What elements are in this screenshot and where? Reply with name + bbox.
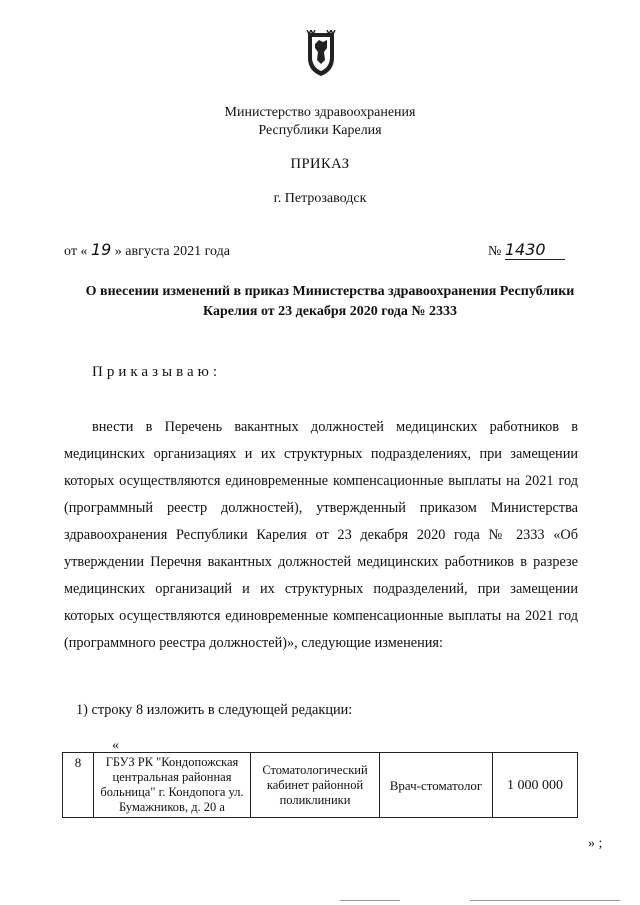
document-type: ПРИКАЗ bbox=[290, 156, 350, 172]
date-day: 19 bbox=[90, 240, 112, 259]
cell-amount: 1 000 000 bbox=[493, 753, 578, 818]
unit-line-3: поликлиники bbox=[279, 792, 351, 807]
cell-unit bbox=[251, 753, 380, 818]
ministry-name bbox=[0, 104, 640, 140]
unit-line-1: Стоматологический bbox=[262, 762, 368, 777]
date-suffix: » августа 2021 года bbox=[114, 244, 230, 259]
document-city: г. Петрозаводск bbox=[273, 191, 367, 206]
document-date bbox=[64, 240, 230, 260]
document-number bbox=[488, 240, 565, 260]
quote-open: « bbox=[112, 738, 119, 753]
karelia-emblem-icon bbox=[303, 30, 339, 78]
org-line-3: больница" г. Кондопога ул. bbox=[100, 785, 244, 799]
org-line-2: центральная районная bbox=[112, 770, 232, 784]
unit-line-2: кабинет районной bbox=[266, 777, 364, 792]
org-line-4: Бумажников, д. 20 а bbox=[119, 800, 225, 814]
cell-organization bbox=[94, 753, 251, 818]
cell-row-number: 8 bbox=[63, 753, 94, 818]
order-word: Приказываю: bbox=[92, 364, 221, 380]
date-prefix: от « bbox=[64, 244, 88, 259]
list-item-1: 1) строку 8 изложить в следующей редакции: bbox=[76, 702, 353, 718]
number-value: 1430 bbox=[505, 240, 565, 260]
table-row bbox=[63, 753, 578, 818]
cell-position: Врач-стоматолог bbox=[380, 753, 493, 818]
quote-close: » ; bbox=[588, 836, 603, 851]
footer-rule-right bbox=[470, 900, 620, 901]
footer-rule-left bbox=[340, 900, 400, 901]
subject-line-1: О внесении изменений в приказ Министерства здравоохранения Республики bbox=[85, 284, 575, 299]
body-paragraph: внести в Перечень вакантных должностей медицинских работников в медицинских организациях и их структурных подразделениях, при замещении которых осуществляются единовременные компенсационные выплаты на 2021 год (программный реестр должностей), утвержденный приказом Министерства здравоохранения Республики Карелия от 23 декабря 2020 года № 2333 «Об утверждении Перечня вакантных должностей медицинских работников в разрезе медицинских организаций и их структурных подразделений, при замещении которых осуществляются единовременные компенсационные выплаты на 2021 год (программного реестра должностей)», следующие изменения: bbox=[64, 419, 578, 651]
ministry-line-1: Министерство здравоохранения bbox=[224, 105, 416, 120]
org-line-1: ГБУЗ РК "Кондопожская bbox=[105, 755, 239, 769]
number-prefix: № bbox=[488, 244, 502, 259]
document-subject bbox=[60, 282, 600, 322]
subject-line-2: Карелия от 23 декабря 2020 года № 2333 bbox=[203, 304, 457, 319]
amendment-table bbox=[62, 752, 578, 818]
ministry-line-2: Республики Карелия bbox=[258, 123, 382, 138]
